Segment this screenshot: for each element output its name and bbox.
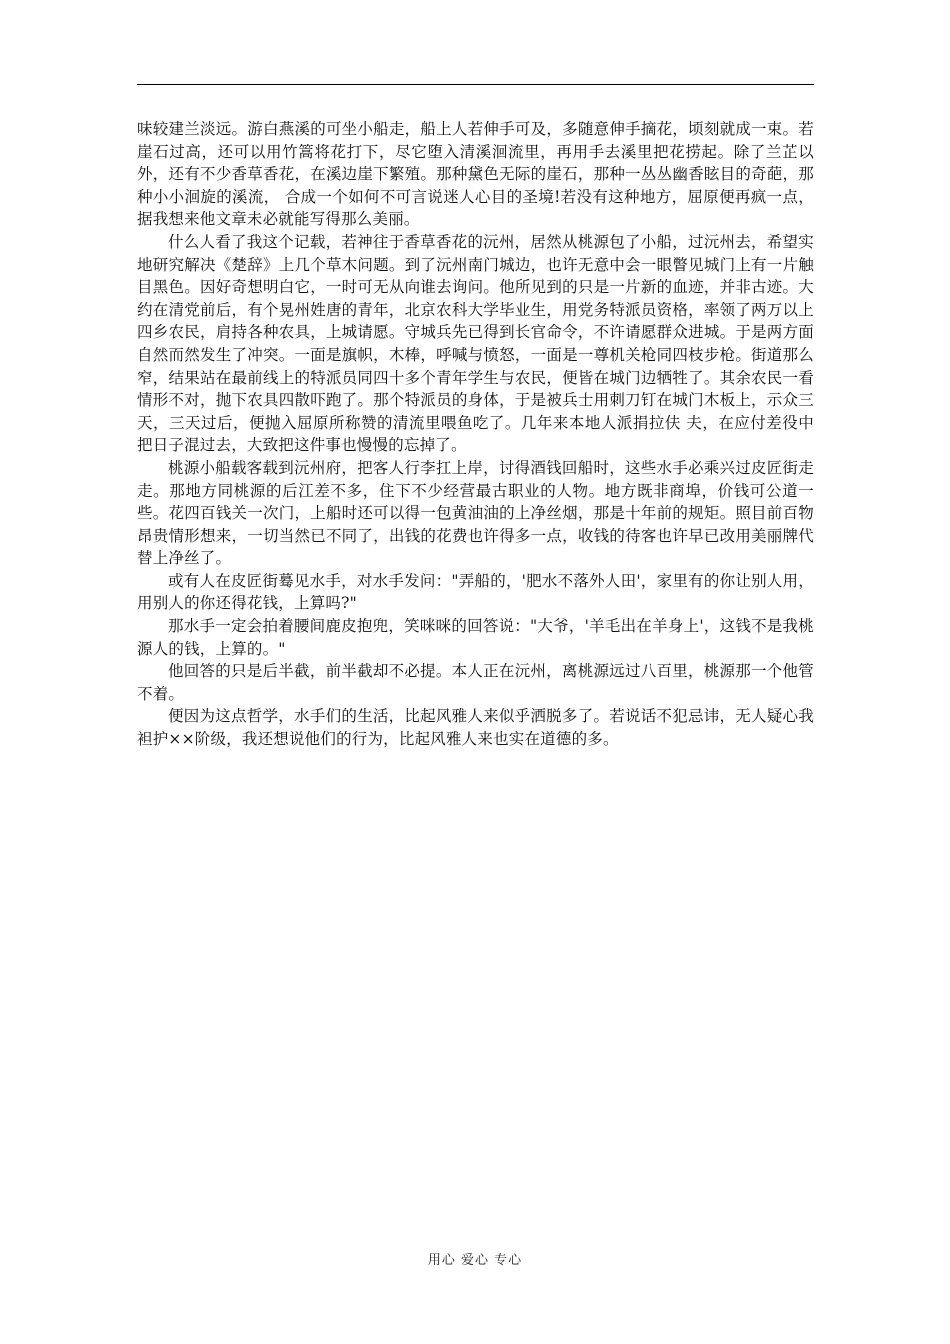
page-footer: 用心 爱心 专心	[427, 1253, 523, 1268]
header-rule	[137, 84, 814, 85]
document-body	[137, 118, 814, 751]
paragraph-6: 他回答的只是后半截，前半截却不必提。本人正在沅州，离桃源远过八百里，桃源那一个他管不着。	[137, 662, 814, 703]
paragraph-5: 那水手一定会拍着腰间鹿皮抱兜，笑咪咪的回答说："大爷，'羊毛出在羊身上'，这钱不是我桃源人的钱，上算的。"	[137, 617, 814, 658]
paragraph-2: 什么人看了我这个记载，若神往于香草香花的沅州，居然从桃源包了小船，过沅州去，希望实地研究解决《楚辞》上几个草木问题。到了沅州南门城边，也许无意中会一眼瞥见城门上有一片触目黑色。因好奇想明白它，一时可无从向谁去询问。他所见到的只是一片新的血迹，并非古迹。大约在清党前后，有个晃州姓唐的青年，北京农科大学毕业生，用党务特派员资格，率领了两万以上四乡农民，肩持各种农具，上城请愿。守城兵先已得到长官命令，不许请愿群众进城。于是两方面自然而然发生了冲突。一面是旗帜，木棒，呼喊与愤怒，一面是一尊机关枪同四枝步枪。街道那么窄，结果站在最前线上的特派员同四十多个青年学生与农民，便皆在城门边牺牲了。其余农民一看情形不对，抛下农具四散吓跑了。那个特派员的身体，于是被兵士用刺刀钉在城门木板上，示众三天，三天过后，便抛入屈原所称赞的清流里喂鱼吃了。几年来本地人派捐拉伕 夫，在应付差役中把日子混过去，大致把这件事也慢慢的忘掉了。	[137, 232, 814, 455]
paragraph-3: 桃源小船载客载到沅州府，把客人行李扛上岸，讨得酒钱回船时，这些水手必乘兴过皮匠街走走。那地方同桃源的后江差不多，住下不少经营最古职业的人物。地方既非商埠，价钱可公道一些。花四百钱关一次门，上船时还可以得一包黄油油的上净丝烟，那是十年前的规矩。照目前百物昂贵情形想来，一切当然已不同了，出钱的花费也许得多一点，收钱的待客也许早已改用美丽牌代替上净丝了。	[137, 458, 814, 568]
paragraph-1: 味较建兰淡远。游白燕溪的可坐小船走，船上人若伸手可及，多随意伸手摘花，顷刻就成一束。若崖石过高，还可以用竹篙将花打下，尽它堕入清溪洄流里，再用手去溪里把花捞起。除了兰芷以外，还有不少香草香花，在溪边崖下繁殖。那种黛色无际的崖石，那种一丛丛幽香眩目的奇葩，那种小小洄旋的溪流， 合成一个如何不可言说迷人心目的圣境!若没有这种地方，屈原便再疯一点，据我想来他文章未必就能写得那么美丽。	[137, 120, 814, 229]
paragraph-7: 便因为这点哲学，水手们的生活，比起风雅人来似乎洒脱多了。若说话不犯忌讳，无人疑心我袒护××阶级，我还想说他们的行为，比起风雅人来也实在道德的多。	[137, 707, 814, 749]
paragraph-4: 或有人在皮匠街蓦见水手，对水手发问："弄船的，'肥水不落外人田'，家里有的你让别人用，用别人的你还得花钱，上算吗?"	[137, 571, 814, 613]
